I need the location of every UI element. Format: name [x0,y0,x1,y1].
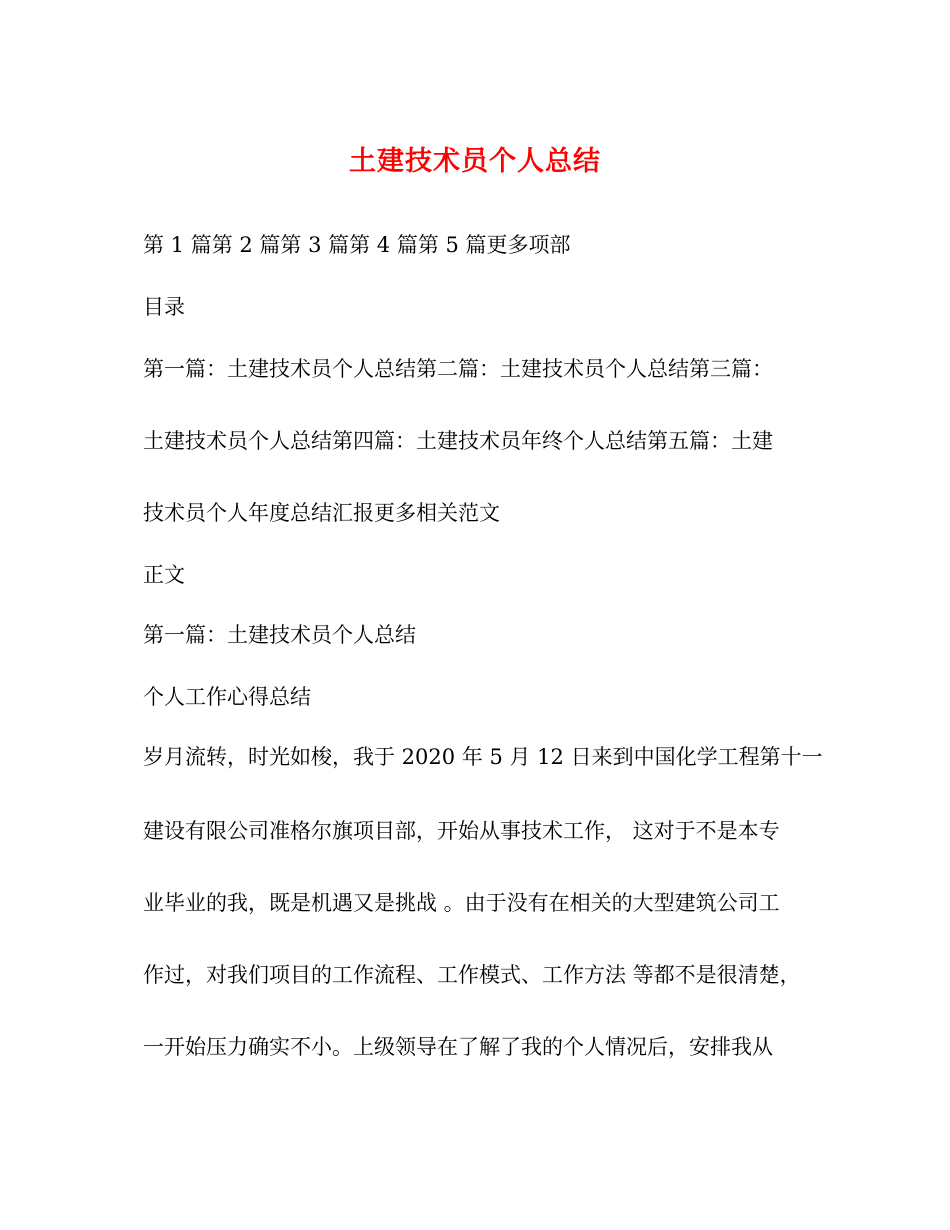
paragraph-line: 一开始压力确实不小。上级领导在了解了我的个人情况后，安排我从 [143,1035,773,1059]
paragraph-line: 作过，对我们项目的工作流程、工作模式、工作方法 等都不是很清楚， [143,963,801,987]
paragraph-line: 岁月流转，时光如梭，我于 2020 年 5 月 12 日来到中国化学工程第十一 [143,745,823,769]
toc-line: 技术员个人年度总结汇报更多相关范文 [143,501,500,525]
toc-line: 第一篇：土建技术员个人总结第二篇：土建技术员个人总结第三篇： [143,357,773,381]
subsection-heading: 个人工作心得总结 [143,685,311,709]
toc-line: 土建技术员个人总结第四篇：土建技术员年终个人总结第五篇：土建 [143,429,773,453]
section-links: 第 1 篇第 2 篇第 3 篇第 4 篇第 5 篇更多项部 [143,233,571,257]
section-heading: 第一篇：土建技术员个人总结 [143,623,416,647]
paragraph-line: 业毕业的我，既是机遇又是挑战 。由于没有在相关的大型建筑公司工 [143,891,780,915]
paragraph-line: 建设有限公司准格尔旗项目部，开始从事技术工作， 这对于不是本专 [143,819,780,843]
body-heading: 正文 [143,563,185,587]
toc-heading: 目录 [143,295,185,319]
document-title: 土建技术员个人总结 [349,146,601,177]
